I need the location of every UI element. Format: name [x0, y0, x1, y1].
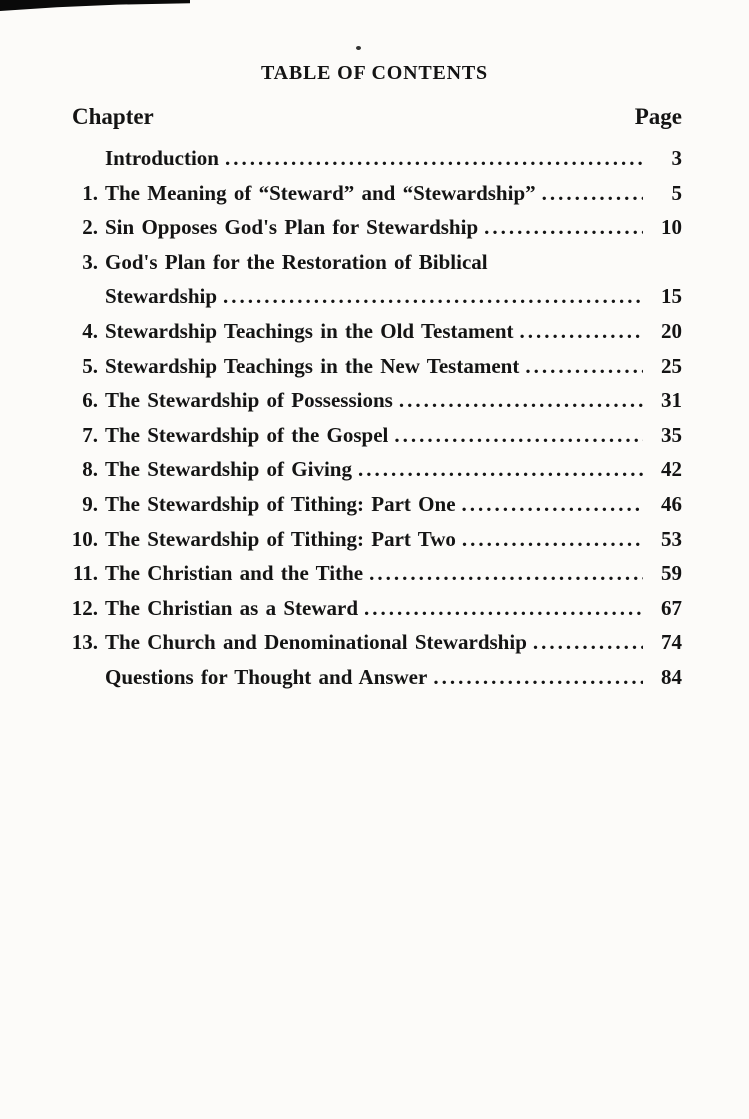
dot-leader: [223, 279, 643, 314]
toc-entry: [62, 314, 682, 349]
dot-leader: [462, 522, 643, 557]
toc-entry: [62, 279, 682, 314]
entry-label: The Stewardship of Giving: [105, 457, 352, 482]
entry-number: 2.: [82, 215, 98, 240]
dot-leader: [484, 210, 643, 245]
toc-entry: [62, 383, 682, 418]
toc-entry: [62, 660, 682, 695]
dot-leader: [225, 141, 643, 176]
entry-number: 1.: [82, 180, 98, 205]
dot-leader: [399, 383, 643, 418]
dot-leader: [364, 591, 643, 626]
dot-leader: [525, 349, 643, 384]
entry-page-number: 3: [671, 146, 682, 170]
dot-leader: [462, 487, 643, 522]
entry-number: 9.: [82, 491, 98, 516]
entry-label: The Christian and the Tithe: [105, 561, 364, 586]
entry-number: 7.: [82, 422, 98, 447]
entry-page-number: 5: [671, 180, 682, 205]
toc-list: [62, 141, 682, 695]
dot-leader: [433, 660, 643, 695]
dot-leader: [358, 452, 643, 487]
entry-number: 4.: [82, 318, 98, 343]
ink-dot: [356, 46, 361, 50]
toc-entry: [62, 625, 682, 660]
entry-label: God's Plan for the Restoration of Biblical: [105, 249, 488, 274]
toc-entry: [62, 141, 682, 176]
scan-artifact-bar: [0, 0, 190, 11]
entry-label: The Church and Denominational Stewardship: [105, 630, 527, 655]
columns-header: [62, 104, 682, 130]
toc-entry: [62, 176, 682, 211]
entry-label: The Stewardship of Tithing: Part Two: [105, 526, 456, 551]
entry-page-number: 35: [661, 422, 682, 447]
entry-page-number: 10: [661, 215, 682, 240]
entry-page-number: 25: [661, 353, 682, 378]
entry-page-number: 15: [661, 284, 682, 309]
entry-page-number: 74: [661, 630, 682, 655]
page-title: TABLE OF CONTENTS: [261, 62, 488, 84]
toc-entry: [62, 418, 682, 453]
entry-page-number: 20: [661, 318, 682, 343]
toc-entry: [62, 245, 682, 280]
dot-leader: [520, 314, 643, 349]
entry-label: The Stewardship of the Gospel: [105, 422, 389, 447]
entry-page-number: 42: [661, 457, 682, 482]
entry-number: 5.: [82, 353, 98, 378]
chapter-column-heading: Chapter: [72, 104, 154, 129]
entry-page-number: 46: [661, 491, 682, 516]
entry-page-number: 53: [661, 526, 682, 551]
entry-label: Sin Opposes God's Plan for Stewardship: [105, 215, 479, 240]
entry-number: 13.: [71, 630, 98, 655]
toc-entry: [62, 210, 682, 245]
toc-entry: [62, 349, 682, 384]
toc-entry: [62, 487, 682, 522]
page-column-heading: Page: [634, 104, 682, 129]
entry-label: The Stewardship of Tithing: Part One: [105, 491, 456, 516]
entry-label: Stewardship Teachings in the New Testament: [105, 353, 520, 378]
toc-entry: [62, 452, 682, 487]
entry-page-number: 59: [661, 561, 682, 586]
entry-label: Stewardship Teachings in the Old Testament: [105, 318, 514, 343]
dot-leader: [394, 418, 643, 453]
entry-label: Questions for Thought and Answer: [105, 664, 428, 689]
entry-label: The Christian as a Steward: [105, 595, 359, 620]
entry-number: 11.: [72, 561, 98, 586]
entry-label: Stewardship: [105, 284, 218, 309]
entry-number: 12.: [71, 595, 98, 620]
entry-number: 8.: [82, 457, 98, 482]
dot-leader: [533, 625, 643, 660]
dot-leader: [542, 176, 643, 211]
entry-label: Introduction: [105, 146, 219, 170]
toc-entry: [62, 522, 682, 557]
entry-label: The Meaning of “Steward” and “Stewardship”: [105, 180, 536, 205]
entry-number: 10.: [71, 526, 98, 551]
entry-label: The Stewardship of Possessions: [105, 388, 393, 413]
entry-page-number: 84: [661, 664, 682, 689]
entry-number: 6.: [82, 388, 98, 413]
toc-entry: [62, 591, 682, 626]
entry-page-number: 67: [661, 595, 682, 620]
dot-leader: [369, 556, 643, 591]
entry-number: 3.: [82, 249, 98, 274]
entry-page-number: 31: [661, 388, 682, 413]
toc-entry: [62, 556, 682, 591]
